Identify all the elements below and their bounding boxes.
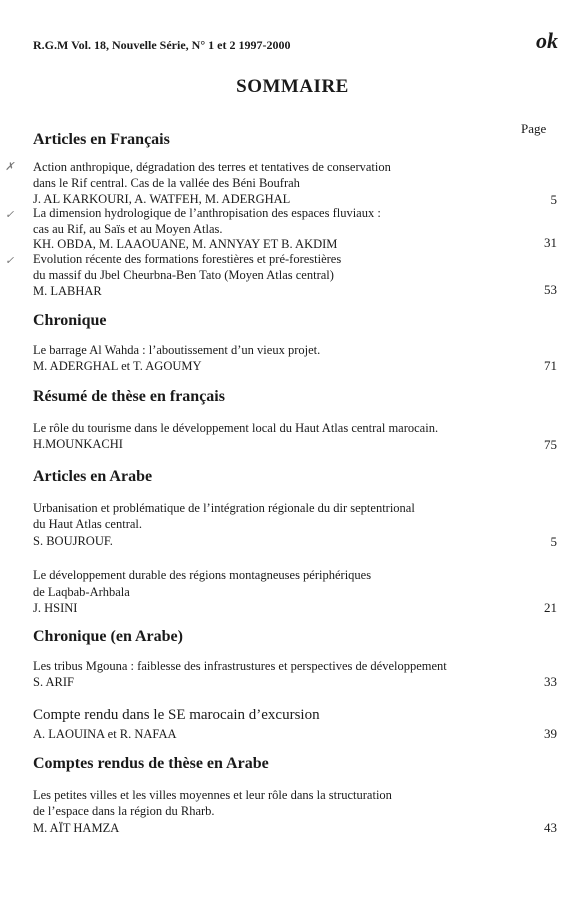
check-mark-icon: ✓	[5, 255, 15, 267]
toc-entry-author: M. AÏT HAMZA	[33, 821, 120, 835]
section-heading: Articles en Français	[33, 131, 170, 148]
section-heading: Chronique (en Arabe)	[33, 628, 183, 645]
page-title: SOMMAIRE	[236, 76, 349, 97]
page-column-label: Page	[521, 121, 547, 136]
toc-entry-author: M. ADERGHAL et T. AGOUMY	[33, 359, 202, 373]
toc-entry-author: S. ARIF	[33, 675, 74, 689]
toc-entry-page: 21	[544, 600, 557, 615]
section-heading: Résumé de thèse en français	[33, 388, 225, 405]
toc-entry-line: Urbanisation et problématique de l’intégration régionale du dir septentrional	[33, 501, 415, 515]
toc-entry-line: Compte rendu dans le SE marocain d’excursion	[33, 707, 320, 723]
toc-entry-author: J. AL KARKOURI, A. WATFEH, M. ADERGHAL	[33, 192, 291, 206]
toc-entry-page: 53	[544, 282, 557, 297]
toc-entry-line: cas au Rif, au Saïs et au Moyen Atlas.	[33, 222, 223, 236]
toc-entry-line: La dimension hydrologique de l’anthropisation des espaces fluviaux :	[33, 206, 381, 220]
toc-entry-page: 71	[544, 358, 557, 373]
toc-entry-line: dans le Rif central. Cas de la vallée des Béni Boufrah	[33, 176, 300, 190]
section-heading: Comptes rendus de thèse en Arabe	[33, 755, 269, 772]
toc-entry-author: M. LABHAR	[33, 284, 102, 298]
toc-entry-line: du massif du Jbel Cheurbna-Ben Tato (Moyen Atlas central)	[33, 268, 334, 282]
toc-entry-author: S. BOUJROUF.	[33, 534, 113, 548]
check-mark-icon: ✗	[5, 161, 15, 173]
toc-entry-line: Le barrage Al Wahda : l’aboutissement d’un vieux projet.	[33, 343, 321, 357]
journal-header: R.G.M Vol. 18, Nouvelle Série, N° 1 et 2 1997-2000	[33, 38, 291, 52]
toc-entry-author: J. HSINI	[33, 601, 78, 615]
toc-entry-page: 43	[544, 820, 557, 835]
toc-entry-author: KH. OBDA, M. LAAOUANE, M. ANNYAY ET B. AKDIM	[33, 237, 338, 251]
toc-entry-page: 39	[544, 726, 557, 741]
toc-entry-line: de Laqbab-Arhbala	[33, 585, 130, 599]
toc-entry-author: A. LAOUINA et R. NAFAA	[33, 727, 177, 741]
corner-mark: ok	[536, 28, 558, 53]
section-heading: Articles en Arabe	[33, 468, 153, 485]
toc-entry-line: Le rôle du tourisme dans le développement local du Haut Atlas central marocain.	[33, 421, 439, 435]
toc-entry-author: H.MOUNKACHI	[33, 437, 123, 451]
toc-entry-page: 33	[544, 674, 557, 689]
toc-entry-page: 5	[550, 192, 557, 207]
toc-entry-line: Les petites villes et les villes moyennes et leur rôle dans la structuration	[33, 788, 392, 802]
toc-entry-line: de l’espace dans la région du Rharb.	[33, 804, 215, 818]
toc-entry-line: Action anthropique, dégradation des terres et tentatives de conservation	[33, 160, 391, 174]
toc-entry-page: 5	[550, 534, 557, 549]
toc-entry-line: Le développement durable des régions montagneuses périphériques	[33, 568, 372, 582]
toc-entry-page: 31	[544, 235, 557, 250]
section-heading: Chronique	[33, 312, 107, 329]
check-mark-icon: ✓	[5, 209, 15, 221]
toc-entry-page: 75	[544, 437, 557, 452]
toc-entry-line: Les tribus Mgouna : faiblesse des infrastrustures et perspectives de développement	[33, 659, 447, 673]
toc-entry-line: Evolution récente des formations forestières et pré-forestières	[33, 252, 342, 266]
toc-entry-line: du Haut Atlas central.	[33, 517, 142, 531]
